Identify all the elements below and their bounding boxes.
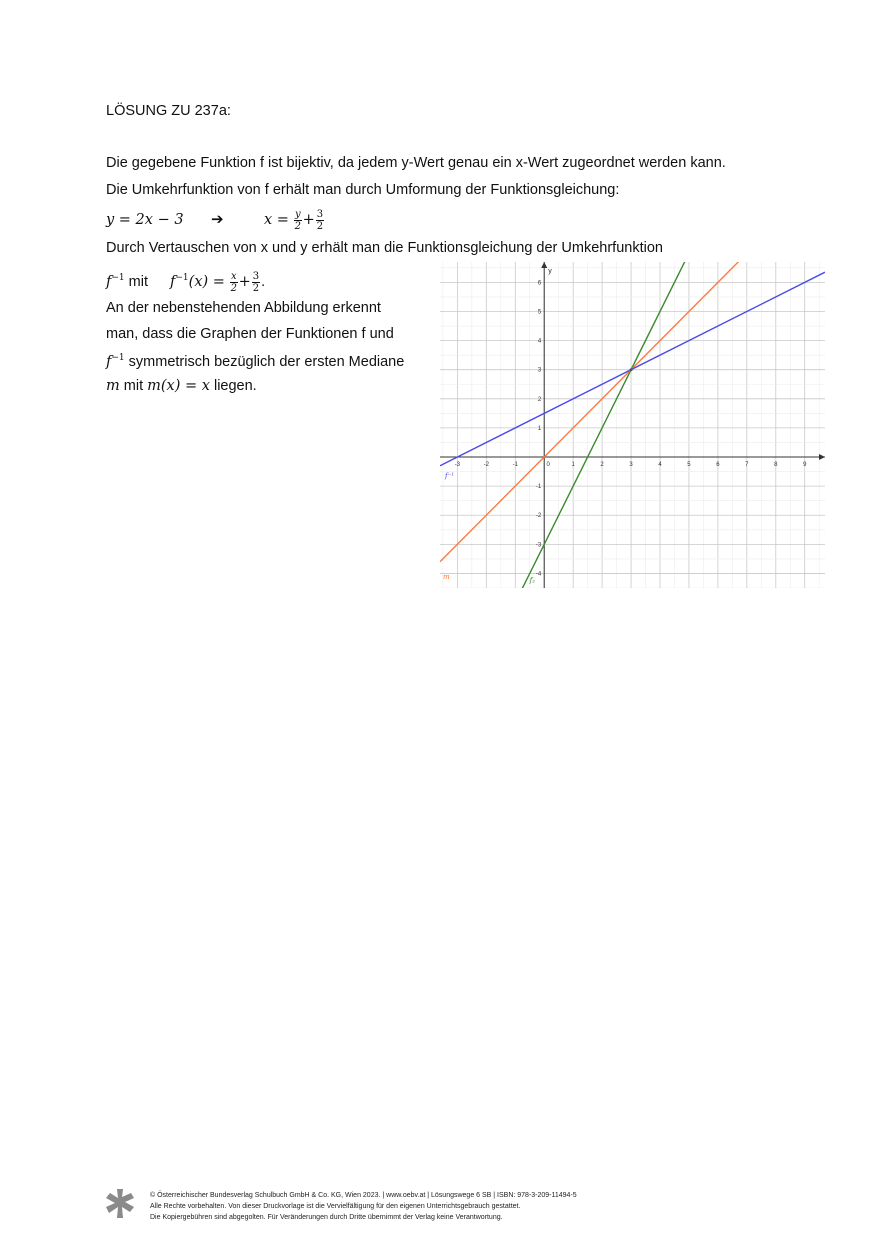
axes [440, 262, 825, 588]
fraction-y-over-2 [294, 209, 302, 232]
period: . [261, 274, 266, 290]
frac-den: 2 [230, 282, 237, 294]
x-axis-arrow-icon [819, 454, 825, 460]
frac-num: 3 [252, 270, 260, 282]
x-tick-label: 3 [629, 462, 633, 469]
equation-transform [106, 207, 324, 233]
y-tick-label: 5 [537, 309, 542, 316]
y-tick-label: -2 [535, 513, 542, 520]
publisher-logo [104, 1188, 136, 1220]
plus-sign: + [302, 212, 315, 228]
grid [440, 262, 825, 588]
x-tick-label: 7 [745, 462, 749, 469]
inverse-equation [170, 264, 265, 296]
x-tick-label: 5 [687, 462, 691, 469]
y-tick-label: -1 [535, 484, 542, 491]
paragraph-swap: Durch Vertauschen von x und y erhält man die Funktionsgleichung der Umkehrfunktion [106, 240, 663, 256]
mit-text: mit [124, 274, 149, 290]
arrow-icon: ➔ [211, 211, 224, 228]
y-axis-arrow-icon [541, 262, 547, 268]
equation-lhs: y = 2x − 3 [106, 212, 184, 228]
x-tick-label: 1 [571, 462, 575, 469]
exponent: −1 [111, 353, 125, 363]
series-line-f [440, 262, 825, 588]
plus-sign: + [238, 274, 251, 290]
y-tick-label: 4 [537, 338, 542, 345]
paragraph-figure-2: man, dass die Graphen der Funktionen f und [106, 326, 394, 342]
intersection-point [630, 368, 633, 371]
liegen-text: liegen. [209, 378, 257, 394]
fraction-3-over-2 [316, 209, 324, 232]
paragraph-inverse-intro: Die Umkehrfunktion von f erhält man durch Umformung der Funktionsgleichung: [106, 182, 620, 198]
fraction-x-over-2 [230, 271, 238, 294]
frac-den: 2 [316, 220, 324, 232]
exponent: −1 [175, 273, 189, 283]
x-tick-label: 0 [546, 462, 550, 469]
equation-rhs [264, 207, 325, 233]
x-tick-label: 4 [658, 462, 662, 469]
function-graph [440, 262, 825, 588]
inverse-function-line [106, 264, 266, 294]
f-symbol: f [106, 274, 112, 290]
page-title: LÖSUNG ZU 237a: [106, 103, 231, 119]
fraction-3-over-2 [252, 271, 260, 294]
frac-num: x [230, 270, 237, 282]
frac-den: 2 [252, 282, 260, 294]
series-line-m [440, 262, 825, 562]
paragraph-bijective: Die gegebene Funktion f ist bijektiv, da jedem y-Wert genau ein x-Wert zugeordnet werden kann. [106, 155, 726, 171]
f-symbol: f [170, 274, 176, 290]
mit-text: mit [119, 378, 148, 394]
argument: (x) = [188, 274, 225, 290]
x-tick-label: 2 [600, 462, 604, 469]
frac-num: 3 [316, 208, 324, 220]
symmetry-text: symmetrisch bezüglich der ersten Mediane [124, 354, 405, 370]
frac-num: y [294, 208, 301, 220]
series-label: f₂ [529, 576, 536, 585]
y-tick-label: 1 [537, 425, 542, 432]
m-symbol: m [106, 378, 120, 394]
y-tick-label: 2 [537, 396, 542, 403]
x-tick-label: -1 [512, 462, 518, 469]
y-axis-label: y [548, 268, 552, 275]
y-tick-label: 3 [537, 367, 542, 374]
median-equation: m(x) = x [147, 378, 210, 394]
f-symbol: f [106, 354, 112, 370]
footer-fees: Die Kopiergebühren sind abgegolten. Für Veränderungen durch Dritte übernimmt der Verlag keine Verantwortung. [150, 1214, 503, 1221]
footer-copyright: © Österreichischer Bundesverlag Schulbuch GmbH & Co. KG, Wien 2023. | www.oebv.at | Lösungswege 6 SB | ISBN: 978-3-209-11494-5 [150, 1192, 577, 1199]
x-tick-label: -3 [454, 462, 461, 469]
paragraph-figure-4 [106, 377, 257, 395]
y-tick-label: -4 [535, 571, 542, 578]
series-label: m [443, 572, 450, 581]
series-label: f⁻¹ [445, 471, 455, 480]
exponent: −1 [111, 273, 125, 283]
series-line-f-inverse [440, 272, 825, 469]
x-tick-label: 9 [803, 462, 807, 469]
y-tick-label: -3 [535, 542, 542, 549]
rhs-prefix: x = [264, 212, 289, 228]
series [440, 262, 825, 588]
y-tick-label: 6 [537, 280, 542, 287]
frac-den: 2 [294, 220, 301, 232]
footer-rights: Alle Rechte vorbehalten. Von dieser Druckvorlage ist die Vervielfältigung für den eigenen Unterrichtsgebrauch gestattet. [150, 1203, 521, 1210]
x-tick-label: 8 [774, 462, 778, 469]
paragraph-figure-1: An der nebenstehenden Abbildung erkennt [106, 300, 381, 316]
x-tick-label: -2 [483, 462, 489, 469]
paragraph-figure-3 [106, 349, 404, 371]
x-tick-label: 6 [716, 462, 720, 469]
